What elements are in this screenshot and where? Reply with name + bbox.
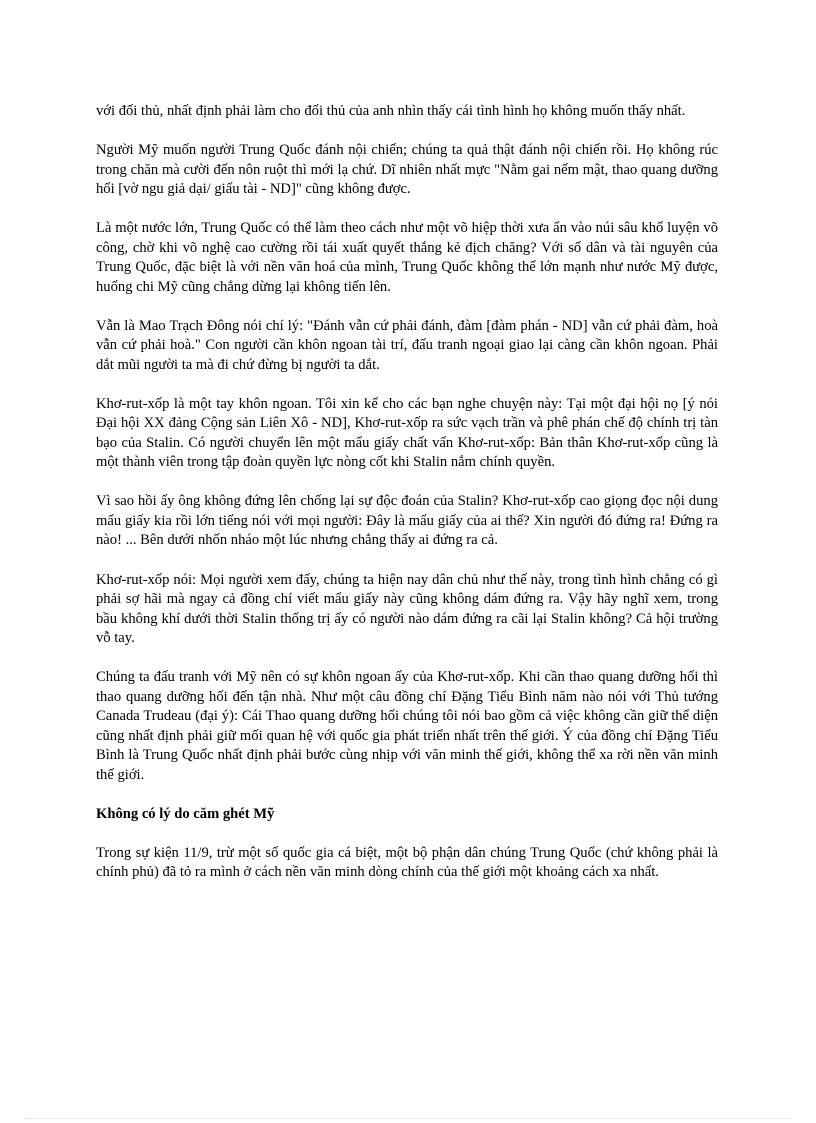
paragraph: Là một nước lớn, Trung Quốc có thể làm theo cách như một võ hiệp thời xưa ẩn vào núi sâu khổ luyện võ công, chờ khi võ nghệ cao cường rồi tái xuất quyết thắng kẻ địch chăng? Với số dân và tài nguyên của Trung Quốc, đặc biệt là với nền văn hoá của mình, Trung Quốc không thể lớn mạnh như nước Mỹ được, huống chi Mỹ cũng chẳng dừng lại không tiến lên. xyxy=(96,220,718,295)
section-heading: Không có lý do căm ghét Mỹ xyxy=(96,805,275,822)
document-page xyxy=(96,102,718,902)
paragraph: Trong sự kiện 11/9, trừ một số quốc gia cá biệt, một bộ phận dân chúng Trung Quốc (chứ không phải là chính phủ) đã tỏ ra mình ở cách nền văn minh dòng chính của thế giới một khoảng cách xa nhất. xyxy=(96,844,718,881)
paragraph: Khơ-rut-xốp là một tay khôn ngoan. Tôi xin kể cho các bạn nghe chuyện này: Tại một đại hội nọ [ý nói Đại hội XX đảng Cộng sản Liên Xô - ND], Khơ-rut-xốp ra sức vạch trần và phê phán chế độ chính trị tàn bạo của Stalin. Có người chuyển lên một mẩu giấy chất vấn Khơ-rut-xốp: Bản thân Khơ-rut-xốp cũng là một thành viên trong tập đoàn quyền lực nòng cốt khi Stalin nắm chính quyền. xyxy=(96,395,718,471)
paragraph: Khơ-rut-xốp nói: Mọi người xem đấy, chúng ta hiện nay dân chủ như thế này, trong tình hình chẳng có gì phải sợ hãi mà ngay cả đồng chí viết mẩu giấy này cũng không dám đứng ra. Vậy hãy nghĩ xem, trong bầu không khí dưới thời Stalin thống trị ấy có người nào dám đứng ra cãi lại Stalin không? Cả hội trường vỗ tay. xyxy=(96,571,718,647)
paragraph: Người Mỹ muốn người Trung Quốc đánh nội chiến; chúng ta quả thật đánh nội chiến rồi. Họ không rúc trong chăn mà cười đến nôn ruột thì mới lạ chứ. Dĩ nhiên nhất mực "Nằm gai nếm mật, thao quang dưỡng hối [vờ ngu giả dại/ giấu tài - ND]" cũng không được. xyxy=(96,142,718,198)
paragraph: với đối thủ, nhất định phải làm cho đối thủ của anh nhìn thấy cái tình hình họ không muốn thấy nhất. xyxy=(96,103,686,119)
page-bottom-divider xyxy=(24,1118,792,1119)
paragraph: Chúng ta đấu tranh với Mỹ nên có sự khôn ngoan ấy của Khơ-rut-xốp. Khi cần thao quang dưỡng hối thì thao quang dưỡng hối đến tận nhà. Như một câu đồng chí Đặng Tiểu Bình năm nào nói với Thủ tướng Canada Trudeau (đại ý): Cái Thao quang dưỡng hối chúng tôi nói bao gồm cả việc không cần giữ thể diện cũng nhất định phải giữ mối quan hệ với quốc gia phát triển nhất trên thế giới. Ý của đồng chí Đặng Tiểu Bình là Trung Quốc nhất định phải bước cùng nhịp với văn minh thế giới, không thể xa rời nền văn minh thế giới. xyxy=(96,669,718,783)
paragraph: Vẫn là Mao Trạch Đông nói chí lý: "Đánh vẫn cứ phải đánh, đàm [đàm phán - ND] vẫn cứ phải đàm, hoà vẫn cứ phải hoà." Con người cần khôn ngoan tài trí, đấu tranh ngoại giao lại càng cần khôn ngoan. Phải dắt mũi người ta mà đi chứ đừng bị người ta dắt. xyxy=(96,317,718,373)
paragraph: Vì sao hồi ấy ông không đứng lên chống lại sự độc đoán của Stalin? Khơ-rut-xốp cao giọng đọc nội dung mẩu giấy kia rồi lớn tiếng nói với mọi người: Đây là mẩu giấy của ai thế? Xin người đó đứng ra! Đứng ra nào! ... Bên dưới nhốn nháo một lúc nhưng chẳng thấy ai đứng ra cả. xyxy=(96,493,718,549)
